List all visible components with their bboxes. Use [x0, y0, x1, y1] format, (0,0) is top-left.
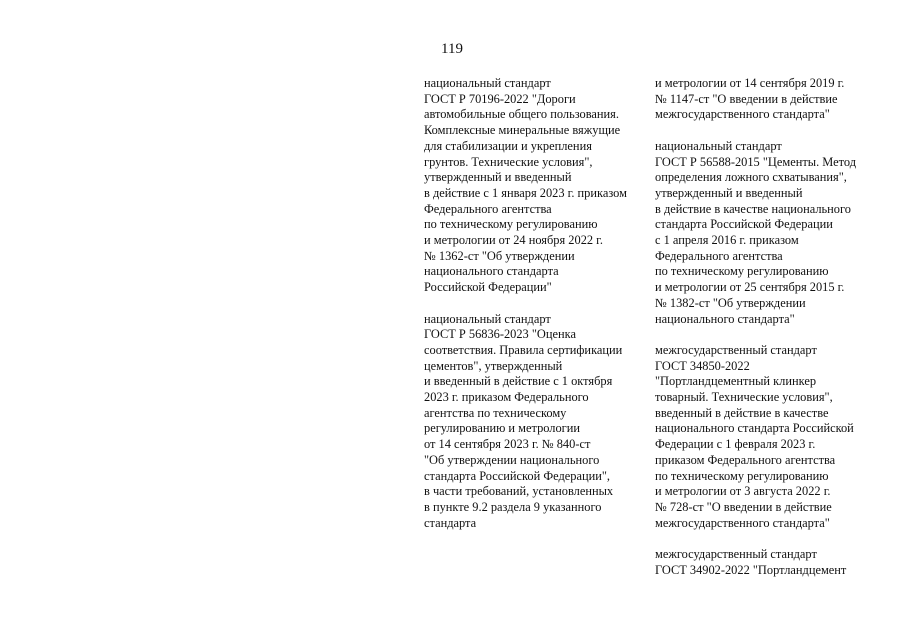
text-line: по техническому регулированию [655, 264, 829, 279]
text-line: национального стандарта Российской [655, 421, 854, 436]
text-line: и метрологии от 3 августа 2022 г. [655, 484, 831, 499]
text-line: национального стандарта [424, 264, 559, 279]
text-line: "Портландцементный клинкер [655, 374, 817, 389]
text-line: соответствия. Правила сертификации [424, 342, 623, 357]
text-line: межгосударственного стандарта" [655, 107, 830, 122]
text-line: межгосударственный стандарт [655, 342, 817, 357]
text-line: Федерального агентства [655, 248, 783, 263]
text-line: № 1362-ст "Об утверждении [424, 248, 575, 263]
text-line: в действие в качестве национального [655, 201, 851, 216]
text-line: грунтов. Технические условия", [424, 154, 593, 169]
text-line: товарный. Технические условия", [655, 390, 833, 405]
text-line: и метрологии от 14 сентября 2019 г. [655, 76, 845, 90]
text-line: национальный стандарт [424, 311, 551, 326]
standard-entry [655, 139, 895, 327]
text-line: по техническому регулированию [655, 468, 829, 483]
standard-entry [655, 343, 895, 531]
text-line: по техническому регулированию [424, 217, 598, 232]
text-line: № 1147-ст "О введении в действие [655, 91, 838, 106]
standard-entry [424, 312, 639, 532]
text-line: агентства по техническому [424, 405, 567, 420]
text-line: регулированию и метрологии [424, 421, 581, 436]
left-column [424, 76, 639, 531]
page-number: 119 [441, 41, 463, 57]
text-line: ГОСТ Р 70196-2022 "Дороги [424, 91, 576, 106]
text-line: утвержденный и введенный [655, 185, 803, 200]
text-line: Федерального агентства [424, 201, 552, 216]
text-line: национальный стандарт [655, 138, 782, 153]
text-line: Российской Федерации" [424, 280, 552, 295]
text-line: в пункте 9.2 раздела 9 указанного [424, 499, 602, 514]
text-line: для стабилизации и укрепления [424, 138, 592, 153]
text-line: национального стандарта" [655, 311, 795, 326]
text-line: № 728-ст "О введении в действие [655, 499, 832, 514]
text-line: национальный стандарт [424, 76, 551, 90]
text-line: в действие с 1 января 2023 г. приказом [424, 185, 627, 200]
text-line: Комплексные минеральные вяжущие [424, 123, 621, 138]
text-line: стандарта [424, 515, 477, 530]
text-line: цементов", утвержденный [424, 358, 563, 373]
standard-entry [655, 76, 895, 123]
standard-entry [424, 76, 639, 296]
text-line: и введенный в действие с 1 октября [424, 374, 613, 389]
text-line: ГОСТ 34850-2022 [655, 358, 750, 373]
text-line: от 14 сентября 2023 г. № 840-ст [424, 437, 591, 452]
text-line: стандарта Российской Федерации", [424, 468, 611, 483]
text-line: приказом Федерального агентства [655, 452, 836, 467]
text-line: в части требований, установленных [424, 484, 614, 499]
text-line: автомобильные общего пользования. [424, 107, 619, 122]
text-line: с 1 апреля 2016 г. приказом [655, 233, 799, 248]
text-line: утвержденный и введенный [424, 170, 572, 185]
text-line: определения ложного схватывания", [655, 170, 847, 185]
right-column [655, 76, 895, 578]
text-line: № 1382-ст "Об утверждении [655, 295, 806, 310]
text-line: и метрологии от 24 ноября 2022 г. [424, 233, 603, 248]
text-line: ГОСТ 34902-2022 "Портландцемент [655, 562, 847, 577]
text-line: межгосударственный стандарт [655, 547, 817, 562]
text-line: Федерации с 1 февраля 2023 г. [655, 437, 816, 452]
text-line: стандарта Российской Федерации [655, 217, 833, 232]
text-line: и метрологии от 25 сентября 2015 г. [655, 280, 845, 295]
text-line: введенный в действие в качестве [655, 405, 829, 420]
text-line: межгосударственного стандарта" [655, 515, 830, 530]
text-line: "Об утверждении национального [424, 452, 600, 467]
text-line: 2023 г. приказом Федерального [424, 390, 589, 405]
text-line: ГОСТ Р 56588-2015 "Цементы. Метод [655, 154, 857, 169]
standard-entry [655, 547, 895, 578]
text-line: ГОСТ Р 56836-2023 "Оценка [424, 327, 576, 342]
